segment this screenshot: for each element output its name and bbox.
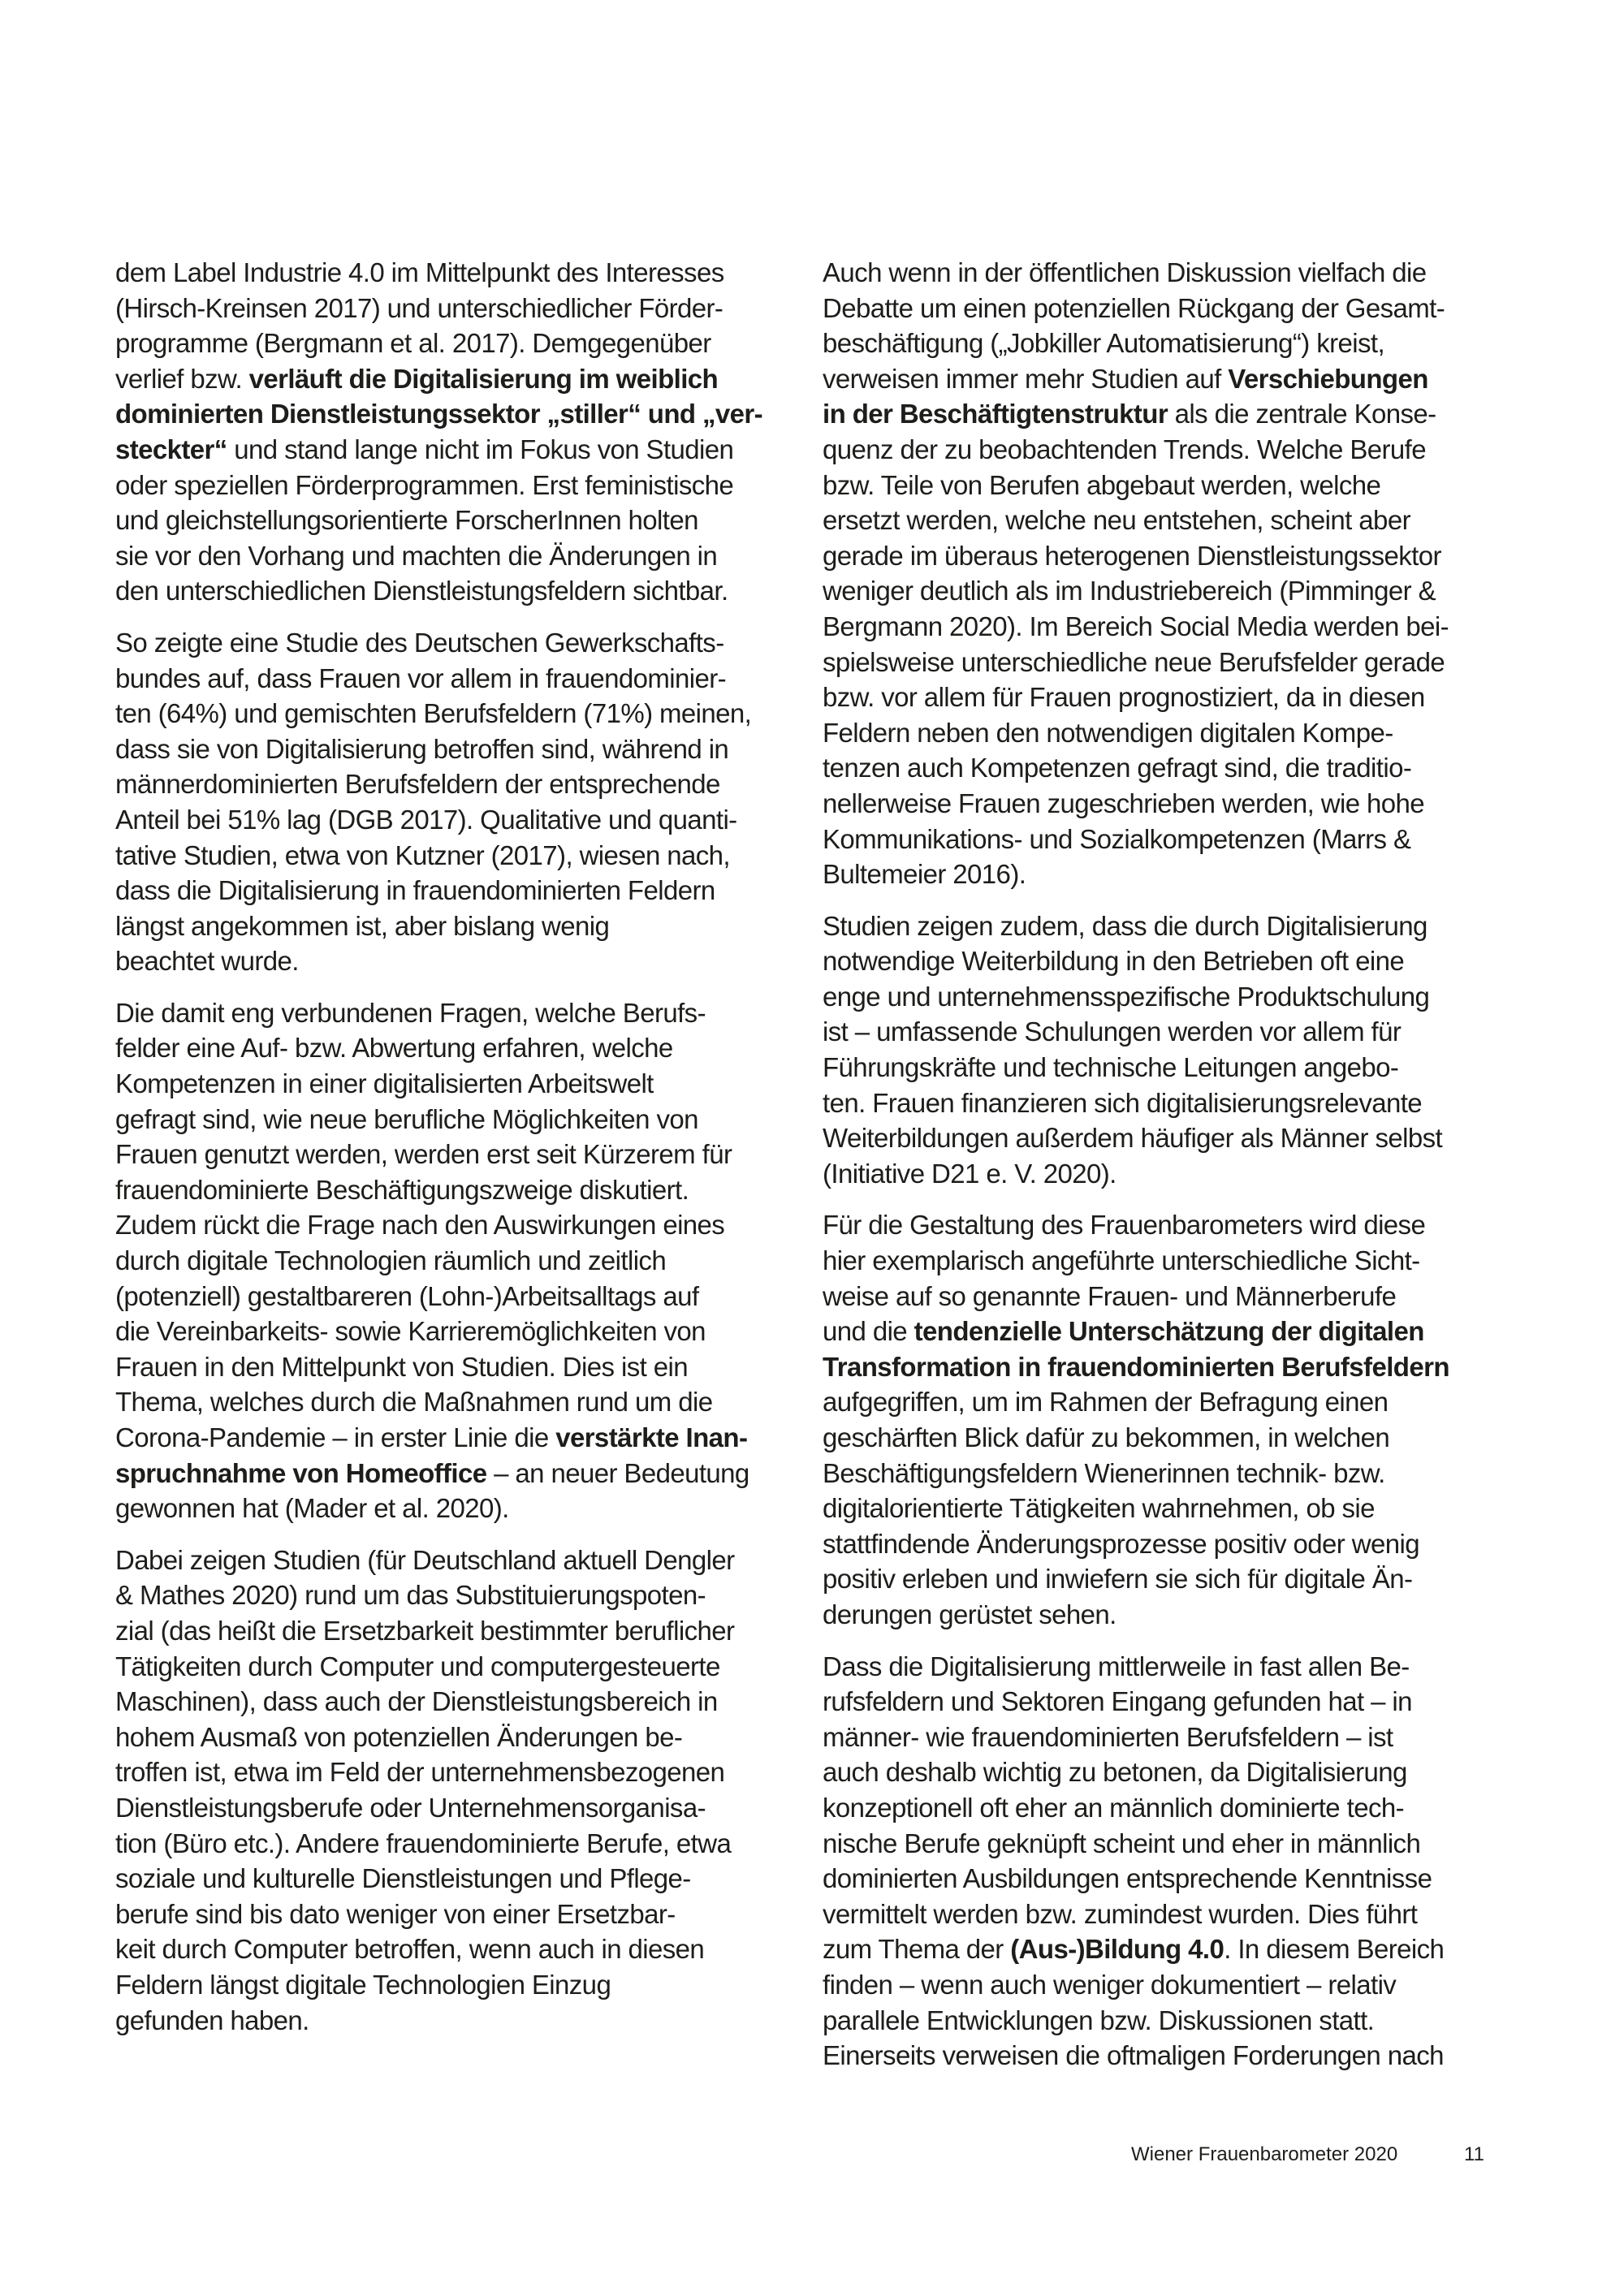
text-line	[115, 1279, 814, 1314]
text-run: dominierten Ausbildungen entsprechende Kenntnisse	[823, 1863, 1432, 1894]
text-run: Auch wenn in der öffentlichen Diskussion vielfach die	[823, 257, 1427, 287]
text-run: auch deshalb wichtig zu betonen, da Digitalisierung	[823, 1757, 1407, 1788]
text-run: bzw. Teile von Berufen abgebaut werden, welche	[823, 469, 1381, 500]
text-line	[823, 1420, 1537, 1456]
text-run: enge und unternehmensspezifische Produktschulung	[823, 981, 1430, 1012]
text-line	[823, 1754, 1537, 1790]
text-line	[115, 1649, 814, 1685]
text-line	[115, 432, 814, 468]
text-line	[823, 2038, 1537, 2074]
text-line	[115, 1861, 814, 1897]
text-line	[115, 396, 814, 432]
bold-emphasis: spruchnahme von Homeoffice	[115, 1457, 487, 1488]
text-line	[823, 715, 1537, 751]
text-line	[115, 2003, 814, 2039]
text-line	[115, 538, 814, 574]
text-run: bzw. vor allem für Frauen prognostiziert, da in diesen	[823, 682, 1425, 713]
text-run: Debatte um einen potenziellen Rückgang der Gesamt-	[823, 292, 1445, 323]
text-run: zial (das heißt die Ersetzbarkeit bestimmter beruflicher	[115, 1615, 735, 1646]
text-run: Für die Gestaltung des Frauenbarometers wird diese	[823, 1210, 1426, 1241]
text-line	[823, 1120, 1537, 1156]
text-line	[823, 1861, 1537, 1897]
text-run: stattfindende Änderungsprozesse positiv oder wenig	[823, 1528, 1419, 1559]
text-run: längst angekommen ist, aber bislang wenig	[115, 910, 610, 941]
text-run: programme (Bergmann et al. 2017). Demgegenüber	[115, 328, 711, 359]
text-line	[115, 1684, 814, 1720]
text-run: gefunden haben.	[115, 2005, 309, 2035]
text-line	[115, 326, 814, 361]
text-run: männer- wie frauendominierten Berufsfeldern – ist	[823, 1721, 1393, 1752]
text-run: finden – wenn auch weniger dokumentiert – relativ	[823, 1969, 1397, 2000]
paragraph	[823, 908, 1537, 1192]
text-run: oder speziellen Förderprogrammen. Erst feministische	[115, 469, 734, 500]
text-line	[823, 1491, 1537, 1526]
text-line	[115, 291, 814, 326]
text-line	[115, 573, 814, 609]
text-run: digitalorientierte Tätigkeiten wahrnehmen, ob sie	[823, 1493, 1375, 1524]
text-line	[823, 1684, 1537, 1720]
text-run: gefragt sind, wie neue berufliche Möglichkeiten von	[115, 1103, 698, 1134]
text-line	[115, 1030, 814, 1066]
text-run: felder eine Auf- bzw. Abwertung erfahren, welche	[115, 1033, 673, 1064]
text-line	[823, 1349, 1537, 1385]
text-run: zum Thema der	[823, 1934, 1011, 1965]
text-line	[115, 995, 814, 1031]
text-run: Tätigkeiten durch Computer und computergesteuerte	[115, 1651, 720, 1681]
text-run: soziale und kulturelle Dienstleistungen und Pflege-	[115, 1863, 691, 1894]
text-run: Bergmann 2020). Im Bereich Social Media werden bei-	[823, 611, 1449, 641]
text-run: tion (Büro etc.). Andere frauendominierte Berufe, etwa	[115, 1828, 732, 1858]
text-line	[823, 908, 1537, 944]
text-line	[115, 1897, 814, 1932]
text-run: bundes auf, dass Frauen vor allem in frauendominier-	[115, 662, 727, 693]
text-run: vermittelt werden bzw. zumindest wurden. Dies führt	[823, 1898, 1418, 1929]
text-run: Feldern längst digitale Technologien Einzug	[115, 1969, 611, 2000]
text-line	[823, 979, 1537, 1015]
text-line	[823, 1561, 1537, 1597]
text-line	[823, 1243, 1537, 1279]
text-line	[823, 1156, 1537, 1192]
text-line	[115, 468, 814, 503]
text-line	[823, 1014, 1537, 1050]
text-line	[115, 908, 814, 944]
text-line	[823, 822, 1537, 857]
text-run: weniger deutlich als im Industriebereich (Pimminger &	[823, 576, 1436, 606]
text-line	[823, 1720, 1537, 1755]
text-line	[823, 1597, 1537, 1633]
text-run: geschärften Blick dafür zu bekommen, in welchen	[823, 1422, 1390, 1452]
text-run: ist – umfassende Schulungen werden vor allem für	[823, 1016, 1402, 1047]
text-run: (potenziell) gestaltbareren (Lohn-)Arbeitsalltags auf	[115, 1280, 699, 1311]
text-run: ersetzt werden, welche neu entstehen, scheint aber	[823, 505, 1410, 536]
text-run: quenz der zu beobachtenden Trends. Welche Berufe	[823, 434, 1426, 464]
paragraph	[823, 1649, 1537, 2074]
text-line	[823, 1207, 1537, 1243]
text-line	[115, 838, 814, 874]
footer-publication-title: Wiener Frauenbarometer 2020	[1131, 2143, 1398, 2165]
text-line	[823, 1931, 1537, 1967]
text-line	[823, 255, 1537, 291]
text-run: nische Berufe geknüpft scheint und eher in männlich	[823, 1828, 1421, 1858]
text-run: Dabei zeigen Studien (für Deutschland aktuell Dengler	[115, 1544, 735, 1575]
text-line	[115, 1137, 814, 1172]
text-run: (Initiative D21 e. V. 2020).	[823, 1158, 1116, 1189]
paragraph	[115, 1543, 814, 2038]
text-run: verlief bzw.	[115, 363, 249, 394]
text-line	[823, 609, 1537, 645]
text-run: und gleichstellungsorientierte ForscherInnen holten	[115, 505, 698, 536]
text-run: Studien zeigen zudem, dass die durch Digitalisierung	[823, 910, 1427, 941]
text-run: Frauen in den Mittelpunkt von Studien. Dies ist ein	[115, 1351, 688, 1382]
text-run: So zeigte eine Studie des Deutschen Gewerkschafts-	[115, 627, 724, 658]
text-run: gerade im überaus heterogenen Dienstleistungssektor	[823, 540, 1441, 571]
text-run: Einerseits verweisen die oftmaligen Forderungen nach	[823, 2040, 1444, 2071]
text-line	[115, 1243, 814, 1279]
text-run: hohem Ausmaß von potenziellen Änderungen be-	[115, 1721, 683, 1752]
text-line	[115, 943, 814, 979]
text-line	[115, 625, 814, 661]
text-line	[115, 255, 814, 291]
text-line	[823, 857, 1537, 892]
bold-emphasis: Transformation in frauendominierten Berufsfeldern	[823, 1351, 1449, 1382]
text-line	[823, 786, 1537, 822]
text-line	[115, 1420, 814, 1456]
paragraph	[115, 255, 814, 609]
text-run: Dass die Digitalisierung mittlerweile in fast allen Be-	[823, 1651, 1410, 1681]
text-run: Bultemeier 2016).	[823, 859, 1026, 890]
text-run: Dienstleistungsberufe oder Unternehmensorganisa-	[115, 1792, 706, 1823]
text-line	[115, 1577, 814, 1613]
paragraph	[115, 625, 814, 979]
page-number: 11	[1464, 2143, 1484, 2165]
text-line	[115, 766, 814, 802]
text-line	[823, 1967, 1537, 2003]
text-run: sie vor den Vorhang und machten die Änderungen in	[115, 540, 718, 571]
text-line	[823, 1314, 1537, 1349]
text-run: Beschäftigungsfeldern Wienerinnen technik- bzw.	[823, 1457, 1385, 1488]
text-line	[115, 1172, 814, 1208]
text-line	[823, 1085, 1537, 1121]
text-line	[115, 1826, 814, 1862]
text-run: rufsfeldern und Sektoren Eingang gefunden hat – in	[823, 1686, 1412, 1717]
text-column-left	[115, 255, 814, 2054]
text-run: gewonnen hat (Mader et al. 2020).	[115, 1493, 509, 1524]
text-run: – an neuer Bedeutung	[486, 1457, 749, 1488]
text-line	[823, 1790, 1537, 1826]
text-line	[823, 503, 1537, 538]
text-run: Feldern neben den notwendigen digitalen Kompe-	[823, 717, 1393, 748]
bold-emphasis: verstärkte Inan-	[555, 1422, 748, 1452]
text-run: Führungskräfte und technische Leitungen angebo-	[823, 1052, 1399, 1083]
text-run: den unterschiedlichen Dienstleistungsfeldern sichtbar.	[115, 576, 728, 606]
text-run: ten. Frauen finanzieren sich digitalisierungsrelevante	[823, 1087, 1423, 1118]
text-run: notwendige Weiterbildung in den Betrieben oft eine	[823, 946, 1405, 977]
text-line	[823, 1456, 1537, 1491]
text-line	[823, 680, 1537, 715]
text-line	[823, 1050, 1537, 1085]
text-run: Die damit eng verbundenen Fragen, welche Berufs-	[115, 997, 706, 1028]
text-line	[823, 538, 1537, 574]
text-line	[823, 2003, 1537, 2039]
text-run: Weiterbildungen außerdem häufiger als Männer selbst	[823, 1123, 1443, 1154]
text-line	[115, 1543, 814, 1578]
text-line	[115, 1102, 814, 1137]
text-line	[823, 1279, 1537, 1314]
paragraph	[823, 255, 1537, 892]
text-run: Anteil bei 51% lag (DGB 2017). Qualitative und quanti-	[115, 804, 737, 835]
text-run: Kompetenzen in einer digitalisierten Arbeitswelt	[115, 1068, 654, 1099]
text-run: positiv erleben und inwiefern sie sich für digitale Än-	[823, 1564, 1413, 1595]
text-run: verweisen immer mehr Studien auf	[823, 363, 1229, 394]
text-run: hier exemplarisch angeführte unterschiedliche Sicht-	[823, 1245, 1420, 1276]
text-line	[115, 1790, 814, 1826]
text-line	[115, 661, 814, 697]
bold-emphasis: tendenzielle Unterschätzung der digitalen	[914, 1316, 1424, 1347]
text-line	[823, 291, 1537, 326]
text-line	[823, 1826, 1537, 1862]
text-line	[823, 573, 1537, 609]
text-line	[115, 1066, 814, 1102]
text-line	[823, 1649, 1537, 1685]
text-run: berufe sind bis dato weniger von einer Ersetzbar-	[115, 1898, 676, 1929]
text-run: Kommunikations- und Sozialkompetenzen (Marrs &	[823, 823, 1411, 854]
text-line	[823, 943, 1537, 979]
text-line	[823, 396, 1537, 432]
text-line	[823, 645, 1537, 680]
text-line	[115, 696, 814, 732]
text-run: & Mathes 2020) rund um das Substituierungspoten-	[115, 1580, 706, 1611]
text-line	[823, 1384, 1537, 1420]
text-line	[115, 1754, 814, 1790]
text-run: tative Studien, etwa von Kutzner (2017), wiesen nach,	[115, 839, 730, 870]
bold-emphasis: Verschiebungen	[1228, 363, 1428, 394]
text-column-right	[823, 255, 1537, 2090]
paragraph	[823, 1207, 1537, 1632]
text-line	[823, 432, 1537, 468]
text-run: Zudem rückt die Frage nach den Auswirkungen eines	[115, 1210, 725, 1241]
text-run: beachtet wurde.	[115, 946, 299, 977]
text-line	[115, 1967, 814, 2003]
text-run: dem Label Industrie 4.0 im Mittelpunkt des Interesses	[115, 257, 724, 287]
text-run: Corona-Pandemie – in erster Linie die	[115, 1422, 556, 1452]
text-run: und stand lange nicht im Fokus von Studien	[227, 434, 734, 464]
text-line	[115, 1613, 814, 1649]
text-line	[115, 732, 814, 767]
text-line	[823, 361, 1537, 397]
text-run: nellerweise Frauen zugeschrieben werden, wie hohe	[823, 788, 1425, 818]
text-run: derungen gerüstet sehen.	[823, 1599, 1116, 1629]
bold-emphasis: (Aus-)Bildung 4.0	[1010, 1934, 1224, 1965]
text-line	[115, 802, 814, 838]
text-run: männerdominierten Berufsfeldern der entsprechende	[115, 769, 720, 800]
text-run: spielsweise unterschiedliche neue Berufsfelder gerade	[823, 646, 1445, 677]
text-run: (Hirsch-Kreinsen 2017) und unterschiedlicher Förder-	[115, 292, 723, 323]
text-run: tenzen auch Kompetenzen gefragt sind, die traditio-	[823, 753, 1412, 783]
text-line	[115, 1349, 814, 1385]
text-line	[115, 361, 814, 397]
bold-emphasis: verläuft die Digitalisierung im weiblich	[248, 363, 719, 394]
text-line	[115, 1720, 814, 1755]
text-line	[823, 1526, 1537, 1562]
text-run: als die zentrale Konse-	[1168, 399, 1436, 429]
text-line	[823, 1897, 1537, 1932]
text-run: troffen ist, etwa im Feld der unternehmensbezogenen	[115, 1757, 725, 1788]
text-run: ten (64%) und gemischten Berufsfeldern (71%) meinen,	[115, 698, 752, 729]
text-run: dass die Digitalisierung in frauendominierten Feldern	[115, 875, 715, 906]
text-run: dass sie von Digitalisierung betroffen sind, während in	[115, 733, 729, 764]
text-line	[115, 1491, 814, 1526]
text-line	[115, 1384, 814, 1420]
text-line	[115, 503, 814, 538]
text-run: Frauen genutzt werden, werden erst seit Kürzerem für	[115, 1139, 732, 1170]
text-run: weise auf so genannte Frauen- und Männerberufe	[823, 1280, 1397, 1311]
text-run: Thema, welches durch die Maßnahmen rund um die	[115, 1387, 713, 1418]
bold-emphasis: dominierten Dienstleistungssektor „stiller“ und „ver-	[115, 399, 763, 429]
text-run: konzeptionell oft eher an männlich dominierte tech-	[823, 1792, 1404, 1823]
text-line	[823, 750, 1537, 786]
bold-emphasis: steckter“	[115, 434, 227, 464]
text-run: frauendominierte Beschäftigungszweige diskutiert.	[115, 1174, 689, 1205]
text-line	[823, 326, 1537, 361]
text-run: durch digitale Technologien räumlich und zeitlich	[115, 1245, 667, 1276]
text-line	[115, 1456, 814, 1491]
text-line	[115, 1931, 814, 1967]
text-line	[115, 873, 814, 908]
text-line	[115, 1314, 814, 1349]
paragraph	[115, 995, 814, 1526]
bold-emphasis: in der Beschäftigtenstruktur	[823, 399, 1168, 429]
text-run: aufgegriffen, um im Rahmen der Befragung einen	[823, 1387, 1389, 1418]
text-run: . In diesem Bereich	[1224, 1934, 1445, 1965]
text-run: die Vereinbarkeits- sowie Karrieremöglichkeiten von	[115, 1316, 706, 1347]
text-run: parallele Entwicklungen bzw. Diskussionen statt.	[823, 2005, 1375, 2035]
text-run: und die	[823, 1316, 914, 1347]
text-line	[823, 468, 1537, 503]
text-line	[115, 1207, 814, 1243]
text-run: keit durch Computer betroffen, wenn auch in diesen	[115, 1934, 705, 1965]
text-run: beschäftigung („Jobkiller Automatisierung“) kreist,	[823, 328, 1385, 359]
text-run: Maschinen), dass auch der Dienstleistungsbereich in	[115, 1686, 718, 1717]
